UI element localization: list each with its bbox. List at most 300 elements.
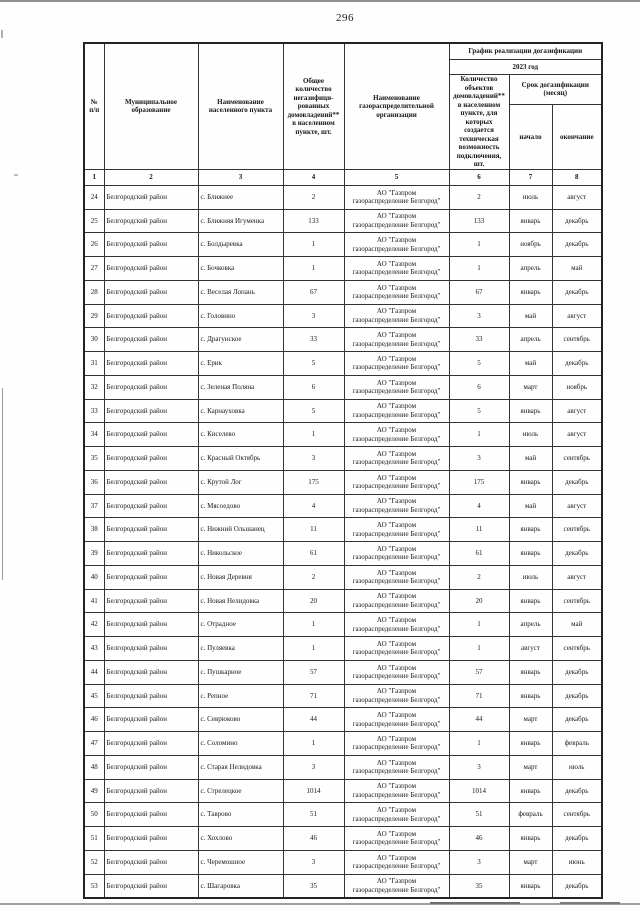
row-end: декабрь <box>552 542 602 566</box>
row-municipality: Белгородский район <box>104 399 198 423</box>
row-num: 40 <box>84 565 104 589</box>
table-row <box>84 874 602 898</box>
header-period-title: Срок догазификации (месяц) <box>509 75 602 105</box>
header-col-settlement: Наименование населенного пункта <box>198 43 283 169</box>
row-org: АО "Газпром газораспределение Белгород" <box>344 328 449 352</box>
row-org: АО "Газпром газораспределение Белгород" <box>344 589 449 613</box>
row-num: 44 <box>84 660 104 684</box>
row-org: АО "Газпром газораспределение Белгород" <box>344 732 449 756</box>
table-row <box>84 518 602 542</box>
row-settlement: с. Крутой Лог <box>198 470 283 494</box>
table-row <box>84 470 602 494</box>
row-households: 1 <box>283 732 344 756</box>
row-connections: 1 <box>449 732 509 756</box>
row-connections: 1 <box>449 423 509 447</box>
row-start: июль <box>509 565 552 589</box>
row-municipality: Белгородский район <box>104 684 198 708</box>
row-num: 31 <box>84 352 104 376</box>
row-municipality: Белгородский район <box>104 328 198 352</box>
row-start: апрель <box>509 257 552 281</box>
row-settlement: с. Никольское <box>198 542 283 566</box>
row-households: 2 <box>283 185 344 209</box>
row-households: 175 <box>283 470 344 494</box>
row-municipality: Белгородский район <box>104 755 198 779</box>
row-households: 33 <box>283 328 344 352</box>
row-num: 41 <box>84 589 104 613</box>
row-municipality: Белгородский район <box>104 850 198 874</box>
row-num: 39 <box>84 542 104 566</box>
table-row <box>84 803 602 827</box>
table-row <box>84 827 602 851</box>
row-settlement: с. Репное <box>198 684 283 708</box>
row-start: апрель <box>509 328 552 352</box>
index-4: 4 <box>283 169 344 185</box>
row-settlement: с. Соломино <box>198 732 283 756</box>
row-end: декабрь <box>552 827 602 851</box>
row-connections: 3 <box>449 447 509 471</box>
row-municipality: Белгородский район <box>104 280 198 304</box>
row-settlement: с. Карнауховка <box>198 399 283 423</box>
row-households: 2 <box>283 565 344 589</box>
row-num: 38 <box>84 518 104 542</box>
row-connections: 1014 <box>449 779 509 803</box>
row-end: август <box>552 565 602 589</box>
row-num: 52 <box>84 850 104 874</box>
row-end: сентябрь <box>552 589 602 613</box>
table-row <box>84 613 602 637</box>
table-row <box>84 352 602 376</box>
row-settlement: с. Мясоедово <box>198 494 283 518</box>
row-connections: 6 <box>449 375 509 399</box>
row-settlement: с. Стрелецкое <box>198 779 283 803</box>
row-end: июнь <box>552 850 602 874</box>
row-settlement: с. Черемошное <box>198 850 283 874</box>
row-settlement: с. Ближнее <box>198 185 283 209</box>
row-settlement: с. Головино <box>198 304 283 328</box>
index-3: 3 <box>198 169 283 185</box>
row-num: 25 <box>84 209 104 233</box>
row-end: август <box>552 494 602 518</box>
row-start: январь <box>509 732 552 756</box>
row-municipality: Белгородский район <box>104 660 198 684</box>
table-row <box>84 494 602 518</box>
row-num: 42 <box>84 613 104 637</box>
row-end: декабрь <box>552 684 602 708</box>
row-end: декабрь <box>552 352 602 376</box>
row-municipality: Белгородский район <box>104 447 198 471</box>
row-connections: 5 <box>449 352 509 376</box>
row-settlement: с. Ближняя Игуменка <box>198 209 283 233</box>
table-row <box>84 399 602 423</box>
row-num: 27 <box>84 257 104 281</box>
row-settlement: с. Отрадное <box>198 613 283 637</box>
row-households: 1014 <box>283 779 344 803</box>
row-end: декабрь <box>552 470 602 494</box>
row-households: 46 <box>283 827 344 851</box>
row-settlement: с. Пуляевка <box>198 637 283 661</box>
row-end: сентябрь <box>552 447 602 471</box>
row-households: 4 <box>283 494 344 518</box>
row-start: май <box>509 304 552 328</box>
row-connections: 20 <box>449 589 509 613</box>
table-row <box>84 257 602 281</box>
row-households: 35 <box>283 874 344 898</box>
row-num: 45 <box>84 684 104 708</box>
row-municipality: Белгородский район <box>104 637 198 661</box>
row-households: 44 <box>283 708 344 732</box>
row-connections: 67 <box>449 280 509 304</box>
row-num: 48 <box>84 755 104 779</box>
row-connections: 1 <box>449 637 509 661</box>
index-5: 5 <box>344 169 449 185</box>
row-end: август <box>552 185 602 209</box>
row-end: май <box>552 613 602 637</box>
row-org: АО "Газпром газораспределение Белгород" <box>344 209 449 233</box>
row-num: 53 <box>84 874 104 898</box>
row-municipality: Белгородский район <box>104 257 198 281</box>
header-schedule-title: График реализации догазификации <box>449 43 602 60</box>
row-start: январь <box>509 779 552 803</box>
index-6: 6 <box>449 169 509 185</box>
row-connections: 1 <box>449 613 509 637</box>
row-settlement: с. Хохлово <box>198 827 283 851</box>
scan-artifact-tick <box>14 174 18 176</box>
row-org: АО "Газпром газораспределение Белгород" <box>344 257 449 281</box>
row-municipality: Белгородский район <box>104 613 198 637</box>
row-settlement: с. Севрюково <box>198 708 283 732</box>
table-row <box>84 542 602 566</box>
row-num: 30 <box>84 328 104 352</box>
row-municipality: Белгородский район <box>104 185 198 209</box>
row-num: 26 <box>84 233 104 257</box>
row-end: декабрь <box>552 779 602 803</box>
row-households: 1 <box>283 637 344 661</box>
row-start: январь <box>509 209 552 233</box>
row-start: январь <box>509 589 552 613</box>
table-row <box>84 233 602 257</box>
row-org: АО "Газпром газораспределение Белгород" <box>344 494 449 518</box>
row-connections: 133 <box>449 209 509 233</box>
header-col-org: Наименование газораспределительной организации <box>344 43 449 169</box>
row-start: январь <box>509 399 552 423</box>
row-households: 3 <box>283 755 344 779</box>
row-households: 3 <box>283 304 344 328</box>
row-households: 5 <box>283 352 344 376</box>
row-num: 29 <box>84 304 104 328</box>
row-connections: 3 <box>449 850 509 874</box>
row-households: 1 <box>283 233 344 257</box>
table-row <box>84 280 602 304</box>
table-row <box>84 708 602 732</box>
header-col-num: № п/п <box>84 43 104 169</box>
row-end: декабрь <box>552 874 602 898</box>
row-households: 71 <box>283 684 344 708</box>
row-municipality: Белгородский район <box>104 304 198 328</box>
row-org: АО "Газпром газораспределение Белгород" <box>344 565 449 589</box>
row-start: январь <box>509 518 552 542</box>
row-num: 47 <box>84 732 104 756</box>
row-num: 46 <box>84 708 104 732</box>
row-settlement: с. Киселево <box>198 423 283 447</box>
row-org: АО "Газпром газораспределение Белгород" <box>344 850 449 874</box>
row-municipality: Белгородский район <box>104 209 198 233</box>
row-start: январь <box>509 660 552 684</box>
row-settlement: с. Красный Октябрь <box>198 447 283 471</box>
row-connections: 35 <box>449 874 509 898</box>
row-start: январь <box>509 542 552 566</box>
row-end: сентябрь <box>552 518 602 542</box>
table-row <box>84 209 602 233</box>
index-8: 8 <box>552 169 602 185</box>
row-end: май <box>552 257 602 281</box>
header-year: 2023 год <box>449 60 602 75</box>
header-col-connections: Количество объектов домовладений** в населенном пункте, для которых создается техническая возможность подключения, шт. <box>449 75 509 170</box>
row-start: январь <box>509 470 552 494</box>
row-settlement: с. Бочковка <box>198 257 283 281</box>
row-settlement: с. Старая Нелидовка <box>198 755 283 779</box>
table-row <box>84 684 602 708</box>
row-org: АО "Газпром газораспределение Белгород" <box>344 827 449 851</box>
row-start: июль <box>509 185 552 209</box>
table-row <box>84 423 602 447</box>
row-num: 43 <box>84 637 104 661</box>
row-start: май <box>509 494 552 518</box>
row-connections: 57 <box>449 660 509 684</box>
row-connections: 175 <box>449 470 509 494</box>
table-body <box>84 185 602 898</box>
row-municipality: Белгородский район <box>104 518 198 542</box>
row-connections: 71 <box>449 684 509 708</box>
row-connections: 2 <box>449 185 509 209</box>
row-num: 34 <box>84 423 104 447</box>
row-connections: 51 <box>449 803 509 827</box>
row-org: АО "Газпром газораспределение Белгород" <box>344 755 449 779</box>
row-org: АО "Газпром газораспределение Белгород" <box>344 613 449 637</box>
page-number: 296 <box>336 12 354 24</box>
row-households: 20 <box>283 589 344 613</box>
row-municipality: Белгородский район <box>104 423 198 447</box>
scan-artifact-bottom-dark <box>430 902 520 904</box>
row-org: АО "Газпром газораспределение Белгород" <box>344 423 449 447</box>
row-households: 67 <box>283 280 344 304</box>
table-row <box>84 732 602 756</box>
row-org: АО "Газпром газораспределение Белгород" <box>344 280 449 304</box>
row-municipality: Белгородский район <box>104 732 198 756</box>
row-settlement: с. Новая Деревня <box>198 565 283 589</box>
row-households: 57 <box>283 660 344 684</box>
row-end: декабрь <box>552 209 602 233</box>
row-settlement: с. Драгунское <box>198 328 283 352</box>
row-municipality: Белгородский район <box>104 233 198 257</box>
row-connections: 3 <box>449 304 509 328</box>
row-start: август <box>509 637 552 661</box>
scan-artifact-left <box>2 388 3 580</box>
header-col-municipality: Муниципальное образование <box>104 43 198 169</box>
row-num: 35 <box>84 447 104 471</box>
row-start: май <box>509 447 552 471</box>
row-municipality: Белгородский район <box>104 589 198 613</box>
header-col-households: Общее количество негазифици-рованных домовладений** в населенном пункте, шт. <box>283 43 344 169</box>
row-start: март <box>509 708 552 732</box>
row-org: АО "Газпром газораспределение Белгород" <box>344 803 449 827</box>
row-municipality: Белгородский район <box>104 375 198 399</box>
scan-artifact-tick <box>1 30 3 38</box>
row-settlement: с. Зеленая Поляна <box>198 375 283 399</box>
row-end: февраль <box>552 732 602 756</box>
row-settlement: с. Болдыревка <box>198 233 283 257</box>
row-connections: 4 <box>449 494 509 518</box>
row-connections: 1 <box>449 233 509 257</box>
row-households: 3 <box>283 850 344 874</box>
index-1: 1 <box>84 169 104 185</box>
table-row <box>84 185 602 209</box>
row-num: 50 <box>84 803 104 827</box>
row-end: декабрь <box>552 708 602 732</box>
row-end: сентябрь <box>552 328 602 352</box>
gasification-schedule-table <box>83 42 603 899</box>
row-municipality: Белгородский район <box>104 565 198 589</box>
row-households: 133 <box>283 209 344 233</box>
row-num: 32 <box>84 375 104 399</box>
scan-artifact-bottom <box>0 903 640 905</box>
row-org: АО "Газпром газораспределение Белгород" <box>344 660 449 684</box>
row-connections: 5 <box>449 399 509 423</box>
table-row <box>84 589 602 613</box>
row-municipality: Белгородский район <box>104 827 198 851</box>
column-index-row <box>84 169 602 185</box>
row-start: январь <box>509 684 552 708</box>
row-num: 33 <box>84 399 104 423</box>
row-connections: 11 <box>449 518 509 542</box>
row-start: январь <box>509 874 552 898</box>
row-org: АО "Газпром газораспределение Белгород" <box>344 375 449 399</box>
row-org: АО "Газпром газораспределение Белгород" <box>344 233 449 257</box>
row-municipality: Белгородский район <box>104 494 198 518</box>
row-org: АО "Газпром газораспределение Белгород" <box>344 399 449 423</box>
row-org: АО "Газпром газораспределение Белгород" <box>344 470 449 494</box>
row-households: 51 <box>283 803 344 827</box>
row-connections: 2 <box>449 565 509 589</box>
row-num: 51 <box>84 827 104 851</box>
row-org: АО "Газпром газораспределение Белгород" <box>344 684 449 708</box>
row-end: декабрь <box>552 233 602 257</box>
row-settlement: с. Шагаровка <box>198 874 283 898</box>
row-num: 36 <box>84 470 104 494</box>
table-row <box>84 328 602 352</box>
row-org: АО "Газпром газораспределение Белгород" <box>344 304 449 328</box>
row-households: 1 <box>283 613 344 637</box>
row-settlement: с. Ерик <box>198 352 283 376</box>
row-start: март <box>509 755 552 779</box>
row-households: 5 <box>283 399 344 423</box>
header-period-end: окончание <box>552 104 602 169</box>
row-start: март <box>509 850 552 874</box>
row-num: 28 <box>84 280 104 304</box>
row-start: март <box>509 375 552 399</box>
table-row <box>84 850 602 874</box>
table-row <box>84 304 602 328</box>
row-org: АО "Газпром газораспределение Белгород" <box>344 708 449 732</box>
row-start: июль <box>509 423 552 447</box>
row-end: декабрь <box>552 660 602 684</box>
row-org: АО "Газпром газораспределение Белгород" <box>344 542 449 566</box>
row-start: ноябрь <box>509 233 552 257</box>
row-end: сентябрь <box>552 637 602 661</box>
row-start: февраль <box>509 803 552 827</box>
row-org: АО "Газпром газораспределение Белгород" <box>344 352 449 376</box>
row-org: АО "Газпром газораспределение Белгород" <box>344 874 449 898</box>
row-connections: 3 <box>449 755 509 779</box>
row-settlement: с. Таврово <box>198 803 283 827</box>
row-start: январь <box>509 827 552 851</box>
row-end: декабрь <box>552 280 602 304</box>
row-org: АО "Газпром газораспределение Белгород" <box>344 185 449 209</box>
row-municipality: Белгородский район <box>104 542 198 566</box>
table-row <box>84 565 602 589</box>
row-connections: 46 <box>449 827 509 851</box>
row-households: 3 <box>283 447 344 471</box>
header-period-start: начало <box>509 104 552 169</box>
row-municipality: Белгородский район <box>104 470 198 494</box>
table-row <box>84 447 602 471</box>
row-org: АО "Газпром газораспределение Белгород" <box>344 637 449 661</box>
row-households: 11 <box>283 518 344 542</box>
row-org: АО "Газпром газораспределение Белгород" <box>344 447 449 471</box>
row-households: 61 <box>283 542 344 566</box>
row-start: январь <box>509 280 552 304</box>
row-municipality: Белгородский район <box>104 708 198 732</box>
row-num: 49 <box>84 779 104 803</box>
row-connections: 33 <box>449 328 509 352</box>
table-row <box>84 779 602 803</box>
row-end: июль <box>552 755 602 779</box>
row-org: АО "Газпром газораспределение Белгород" <box>344 779 449 803</box>
row-end: август <box>552 304 602 328</box>
row-households: 6 <box>283 375 344 399</box>
row-households: 1 <box>283 257 344 281</box>
row-end: ноябрь <box>552 375 602 399</box>
table-row <box>84 637 602 661</box>
row-settlement: с. Пушкарное <box>198 660 283 684</box>
row-end: сентябрь <box>552 803 602 827</box>
row-municipality: Белгородский район <box>104 352 198 376</box>
scan-artifact-top <box>0 0 640 2</box>
row-municipality: Белгородский район <box>104 803 198 827</box>
row-households: 1 <box>283 423 344 447</box>
table-row <box>84 660 602 684</box>
row-municipality: Белгородский район <box>104 779 198 803</box>
row-org: АО "Газпром газораспределение Белгород" <box>344 518 449 542</box>
index-7: 7 <box>509 169 552 185</box>
row-settlement: с. Новая Нелидовка <box>198 589 283 613</box>
scan-artifact-bottom-dark <box>560 902 620 904</box>
row-start: апрель <box>509 613 552 637</box>
row-settlement: с. Нижний Ольшанец <box>198 518 283 542</box>
row-connections: 44 <box>449 708 509 732</box>
row-start: май <box>509 352 552 376</box>
row-settlement: с. Веселая Лопань <box>198 280 283 304</box>
row-municipality: Белгородский район <box>104 874 198 898</box>
table-row <box>84 755 602 779</box>
row-end: август <box>552 423 602 447</box>
row-num: 37 <box>84 494 104 518</box>
row-connections: 61 <box>449 542 509 566</box>
row-connections: 1 <box>449 257 509 281</box>
row-num: 24 <box>84 185 104 209</box>
table-row <box>84 375 602 399</box>
index-2: 2 <box>104 169 198 185</box>
row-end: август <box>552 399 602 423</box>
